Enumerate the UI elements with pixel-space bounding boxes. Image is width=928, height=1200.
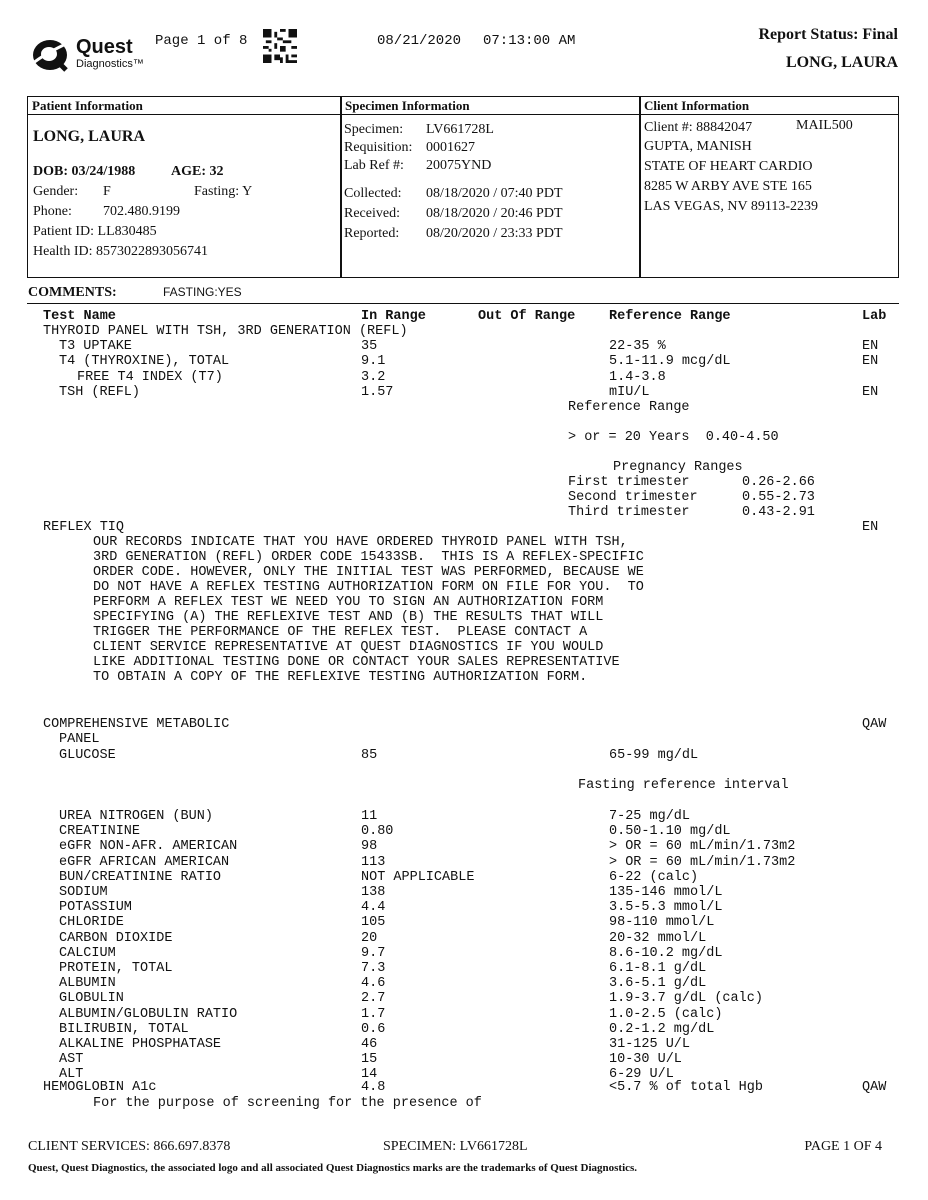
test-name: CALCIUM bbox=[59, 945, 116, 961]
table-row bbox=[0, 1052, 928, 1067]
table-row bbox=[0, 824, 928, 839]
test-value: 138 bbox=[361, 885, 386, 900]
table-row bbox=[0, 1080, 928, 1095]
header-test-name: Test Name bbox=[43, 309, 116, 324]
test-name: T3 UPTAKE bbox=[59, 339, 132, 354]
table-row bbox=[0, 976, 928, 991]
test-name: AST bbox=[59, 1052, 84, 1068]
trimester-range: 0.26-2.66 bbox=[742, 475, 815, 490]
table-row bbox=[0, 870, 928, 885]
test-name: PROTEIN, TOTAL bbox=[59, 961, 173, 976]
tsh-reference-adult: > or = 20 Years 0.40-4.50 bbox=[568, 430, 779, 445]
trimester-range: 0.43-2.91 bbox=[742, 505, 815, 520]
reflex-note-line: TRIGGER THE PERFORMANCE OF THE REFLEX TEST. PLEASE CONTACT A bbox=[93, 625, 588, 640]
test-name: ALKALINE PHOSPHATASE bbox=[59, 1037, 222, 1052]
reflex-note-line: PERFORM A REFLEX TEST WE NEED YOU TO SIGN AN AUTHORIZATION FORM bbox=[93, 595, 604, 610]
table-row bbox=[0, 748, 928, 763]
test-value: 105 bbox=[361, 915, 386, 931]
specimen-label: Specimen: bbox=[344, 122, 404, 137]
test-reference: 7-25 mg/dL bbox=[609, 809, 691, 824]
test-value: 11 bbox=[361, 809, 378, 824]
page-indicator: Page 1 of 8 bbox=[155, 33, 248, 49]
test-reference: 1.9-3.7 g/dL (calc) bbox=[609, 991, 763, 1007]
requisition-number: 0001627 bbox=[426, 140, 475, 155]
header-lab: Lab bbox=[862, 309, 887, 324]
trimester-label: First trimester bbox=[568, 475, 690, 490]
report-date: 08/21/2020 bbox=[377, 33, 462, 49]
patient-phone: 702.480.9199 bbox=[103, 204, 180, 219]
table-row bbox=[0, 1037, 928, 1052]
test-reference: 10-30 U/L bbox=[609, 1052, 682, 1068]
table-row bbox=[0, 915, 928, 930]
test-name: CARBON DIOXIDE bbox=[59, 930, 173, 946]
test-value: 0.6 bbox=[361, 1021, 386, 1037]
reflex-note-line: ORDER CODE. HOWEVER, ONLY THE INITIAL TEST WAS PERFORMED, BECAUSE WE bbox=[93, 565, 644, 580]
patient-name: LONG, LAURA bbox=[33, 128, 146, 145]
test-value: 85 bbox=[361, 748, 378, 763]
test-value: 0.80 bbox=[361, 824, 394, 840]
table-row bbox=[0, 339, 928, 354]
test-name: ALBUMIN/GLOBULIN RATIO bbox=[59, 1006, 238, 1022]
test-name: GLUCOSE bbox=[59, 748, 116, 763]
test-reference: 3.5-5.3 mmol/L bbox=[609, 900, 723, 916]
test-reference: > OR = 60 mL/min/1.73m2 bbox=[609, 854, 796, 870]
reflex-test-name: REFLEX TIQ bbox=[43, 520, 125, 535]
header-out-of-range: Out Of Range bbox=[478, 309, 576, 324]
test-value: NOT APPLICABLE bbox=[361, 869, 475, 885]
table-row bbox=[0, 1007, 928, 1022]
patient-dob: DOB: 03/24/1988 bbox=[33, 164, 136, 179]
test-name: POTASSIUM bbox=[59, 900, 132, 916]
test-value: 4.6 bbox=[361, 976, 386, 992]
test-name: T4 (THYROXINE), TOTAL bbox=[59, 354, 230, 369]
header-reference-range: Reference Range bbox=[609, 309, 731, 324]
table-row bbox=[0, 991, 928, 1006]
reflex-note-line: CLIENT SERVICE REPRESENTATIVE AT QUEST DIAGNOSTICS IF YOU WOULD bbox=[93, 640, 604, 655]
test-reference: 31-125 U/L bbox=[609, 1037, 691, 1052]
test-value: 14 bbox=[361, 1067, 378, 1083]
gender-label: Gender: bbox=[33, 184, 79, 199]
table-row bbox=[0, 839, 928, 854]
client-info-heading: Client Information bbox=[640, 97, 898, 115]
test-value: 15 bbox=[361, 1052, 378, 1068]
test-reference: 6.1-8.1 g/dL bbox=[609, 961, 707, 976]
test-value: 2.7 bbox=[361, 991, 386, 1007]
trimester-label: Third trimester bbox=[568, 505, 690, 520]
reflex-note-line: SPECIFYING (A) THE REFLEXIVE TEST AND (B) THE RESULTS THAT WILL bbox=[93, 610, 604, 625]
a1c-note: For the purpose of screening for the presence of bbox=[93, 1096, 482, 1111]
table-row bbox=[0, 354, 928, 369]
test-reference: 98-110 mmol/L bbox=[609, 915, 715, 931]
test-name: BUN/CREATININE RATIO bbox=[59, 869, 222, 885]
test-reference: 1.4-3.8 bbox=[609, 370, 666, 385]
test-name: UREA NITROGEN (BUN) bbox=[59, 809, 213, 824]
test-name: SODIUM bbox=[59, 885, 108, 900]
test-name: eGFR NON-AFR. AMERICAN bbox=[59, 839, 238, 855]
ordering-doctor: GUPTA, MANISH bbox=[644, 139, 752, 154]
client-mail-code: MAIL500 bbox=[796, 118, 853, 133]
test-value: 4.8 bbox=[361, 1080, 386, 1095]
footer-page-number: PAGE 1 OF 4 bbox=[804, 1139, 882, 1154]
thyroid-panel-title: THYROID PANEL WITH TSH, 3RD GENERATION (REFL) bbox=[43, 324, 408, 339]
comments-label: COMMENTS: bbox=[28, 285, 117, 300]
test-reference: 8.6-10.2 mg/dL bbox=[609, 945, 723, 961]
patient-health-id: Health ID: 8573022893056741 bbox=[33, 244, 208, 259]
cmp-panel-title: COMPREHENSIVE METABOLIC bbox=[43, 717, 230, 732]
glucose-note: Fasting reference interval bbox=[578, 778, 789, 793]
patient-gender: F bbox=[103, 184, 111, 199]
table-row bbox=[0, 370, 928, 385]
requisition-label: Requisition: bbox=[344, 140, 413, 155]
test-value: 98 bbox=[361, 839, 378, 855]
table-row bbox=[0, 385, 928, 400]
test-reference: 22-35 % bbox=[609, 339, 666, 354]
comments-text: FASTING:YES bbox=[163, 285, 242, 299]
collected-label: Collected: bbox=[344, 186, 402, 201]
table-row bbox=[0, 931, 928, 946]
phone-label: Phone: bbox=[33, 204, 72, 219]
specimen-info-heading: Specimen Information bbox=[341, 97, 640, 115]
footer-client-services: CLIENT SERVICES: 866.697.8378 bbox=[28, 1139, 231, 1154]
patient-info-heading: Patient Information bbox=[28, 97, 341, 115]
test-value: 9.7 bbox=[361, 945, 386, 961]
logo-wordmark: Quest bbox=[76, 36, 133, 58]
client-address-line1: 8285 W ARBY AVE STE 165 bbox=[644, 179, 812, 194]
reflex-note-line: OUR RECORDS INDICATE THAT YOU HAVE ORDERED THYROID PANEL WITH TSH, bbox=[93, 535, 628, 550]
reflex-note-line: 3RD GENERATION (REFL) ORDER CODE 15433SB. THIS IS A REFLEX-SPECIFIC bbox=[93, 550, 644, 565]
test-reference: 6-22 (calc) bbox=[609, 869, 699, 885]
test-reference: 5.1-11.9 mcg/dL bbox=[609, 354, 731, 369]
table-row bbox=[0, 946, 928, 961]
table-row bbox=[0, 885, 928, 900]
test-value: 1.57 bbox=[361, 385, 394, 400]
test-reference: 3.6-5.1 g/dL bbox=[609, 976, 707, 992]
test-value: 7.3 bbox=[361, 961, 386, 976]
report-status: Report Status: Final bbox=[758, 26, 898, 43]
labref-label: Lab Ref #: bbox=[344, 158, 404, 173]
reflex-lab: EN bbox=[862, 520, 879, 535]
practice-name: STATE OF HEART CARDIO bbox=[644, 159, 813, 174]
test-reference: 20-32 mmol/L bbox=[609, 930, 707, 946]
cmp-lab: QAW bbox=[862, 717, 887, 732]
reflex-note-line: TO OBTAIN A COPY OF THE REFLEXIVE TESTING AUTHORIZATION FORM. bbox=[93, 670, 588, 685]
test-reference: <5.7 % of total Hgb bbox=[609, 1080, 763, 1095]
test-name: CHLORIDE bbox=[59, 915, 124, 931]
header-patient-name: LONG, LAURA bbox=[785, 54, 898, 71]
test-name: ALBUMIN bbox=[59, 976, 116, 992]
table-row bbox=[0, 809, 928, 824]
logo-subtitle: Diagnostics™ bbox=[76, 58, 144, 70]
labref-number: 20075YND bbox=[426, 158, 492, 173]
test-reference: 0.2-1.2 mg/dL bbox=[609, 1021, 715, 1037]
reflex-note-line: DO NOT HAVE A REFLEX TESTING AUTHORIZATION FORM ON FILE FOR YOU. TO bbox=[93, 580, 644, 595]
test-value: 113 bbox=[361, 854, 386, 870]
test-reference: 0.50-1.10 mg/dL bbox=[609, 824, 731, 840]
reflex-note-line: LIKE ADDITIONAL TESTING DONE OR CONTACT YOUR SALES REPRESENTATIVE bbox=[93, 655, 620, 670]
test-value: 1.7 bbox=[361, 1006, 386, 1022]
header-in-range: In Range bbox=[361, 309, 426, 324]
collected-datetime: 08/18/2020 / 07:40 PDT bbox=[426, 186, 563, 201]
trimester-label: Second trimester bbox=[568, 490, 698, 505]
test-value: 20 bbox=[361, 930, 378, 946]
table-row bbox=[0, 855, 928, 870]
reported-datetime: 08/20/2020 / 23:33 PDT bbox=[426, 226, 563, 241]
test-value: 35 bbox=[361, 339, 378, 354]
test-name: ALT bbox=[59, 1067, 84, 1083]
test-value: 4.4 bbox=[361, 900, 386, 916]
test-name: CREATININE bbox=[59, 824, 141, 840]
test-reference: 135-146 mmol/L bbox=[609, 885, 723, 900]
received-datetime: 08/18/2020 / 20:46 PDT bbox=[426, 206, 563, 221]
footer-trademark: Quest, Quest Diagnostics, the associated logo and all associated Quest Diagnostics marks are the trademarks of Quest Diagnostics. bbox=[28, 1162, 638, 1174]
trimester-range: 0.55-2.73 bbox=[742, 490, 815, 505]
test-reference: 6-29 U/L bbox=[609, 1067, 674, 1083]
test-reference: 65-99 mg/dL bbox=[609, 748, 699, 763]
specimen-id: LV661728L bbox=[426, 122, 494, 137]
test-name: GLOBULIN bbox=[59, 991, 124, 1007]
test-value: 9.1 bbox=[361, 354, 386, 369]
test-name: HEMOGLOBIN A1c bbox=[43, 1080, 157, 1095]
test-lab: EN bbox=[862, 385, 879, 400]
patient-fasting: Fasting: Y bbox=[194, 184, 253, 199]
received-label: Received: bbox=[344, 206, 400, 221]
test-lab: EN bbox=[862, 339, 879, 354]
test-lab: EN bbox=[862, 354, 879, 369]
test-lab: QAW bbox=[862, 1080, 887, 1095]
test-name: BILIRUBIN, TOTAL bbox=[59, 1021, 189, 1037]
test-name: FREE T4 INDEX (T7) bbox=[77, 370, 223, 385]
client-address-line2: LAS VEGAS, NV 89113-2239 bbox=[644, 199, 818, 214]
report-time: 07:13:00 AM bbox=[483, 33, 576, 49]
test-name: TSH (REFL) bbox=[59, 385, 141, 400]
pregnancy-ranges-title: Pregnancy Ranges bbox=[613, 460, 743, 475]
test-value: 46 bbox=[361, 1037, 378, 1052]
tsh-reference-title: Reference Range bbox=[568, 400, 690, 415]
cmp-panel-title-cont: PANEL bbox=[59, 732, 100, 747]
client-number: Client #: 88842047 bbox=[644, 120, 753, 135]
test-reference: mIU/L bbox=[609, 385, 650, 400]
test-reference: 1.0-2.5 (calc) bbox=[609, 1006, 723, 1022]
test-reference: > OR = 60 mL/min/1.73m2 bbox=[609, 839, 796, 855]
reported-label: Reported: bbox=[344, 226, 400, 241]
patient-id: Patient ID: LL830485 bbox=[33, 224, 157, 239]
table-row bbox=[0, 900, 928, 915]
test-name: eGFR AFRICAN AMERICAN bbox=[59, 854, 230, 870]
table-row bbox=[0, 961, 928, 976]
footer-specimen: SPECIMEN: LV661728L bbox=[383, 1139, 528, 1154]
patient-age: AGE: 32 bbox=[171, 164, 224, 179]
table-row bbox=[0, 1022, 928, 1037]
test-value: 3.2 bbox=[361, 370, 386, 385]
